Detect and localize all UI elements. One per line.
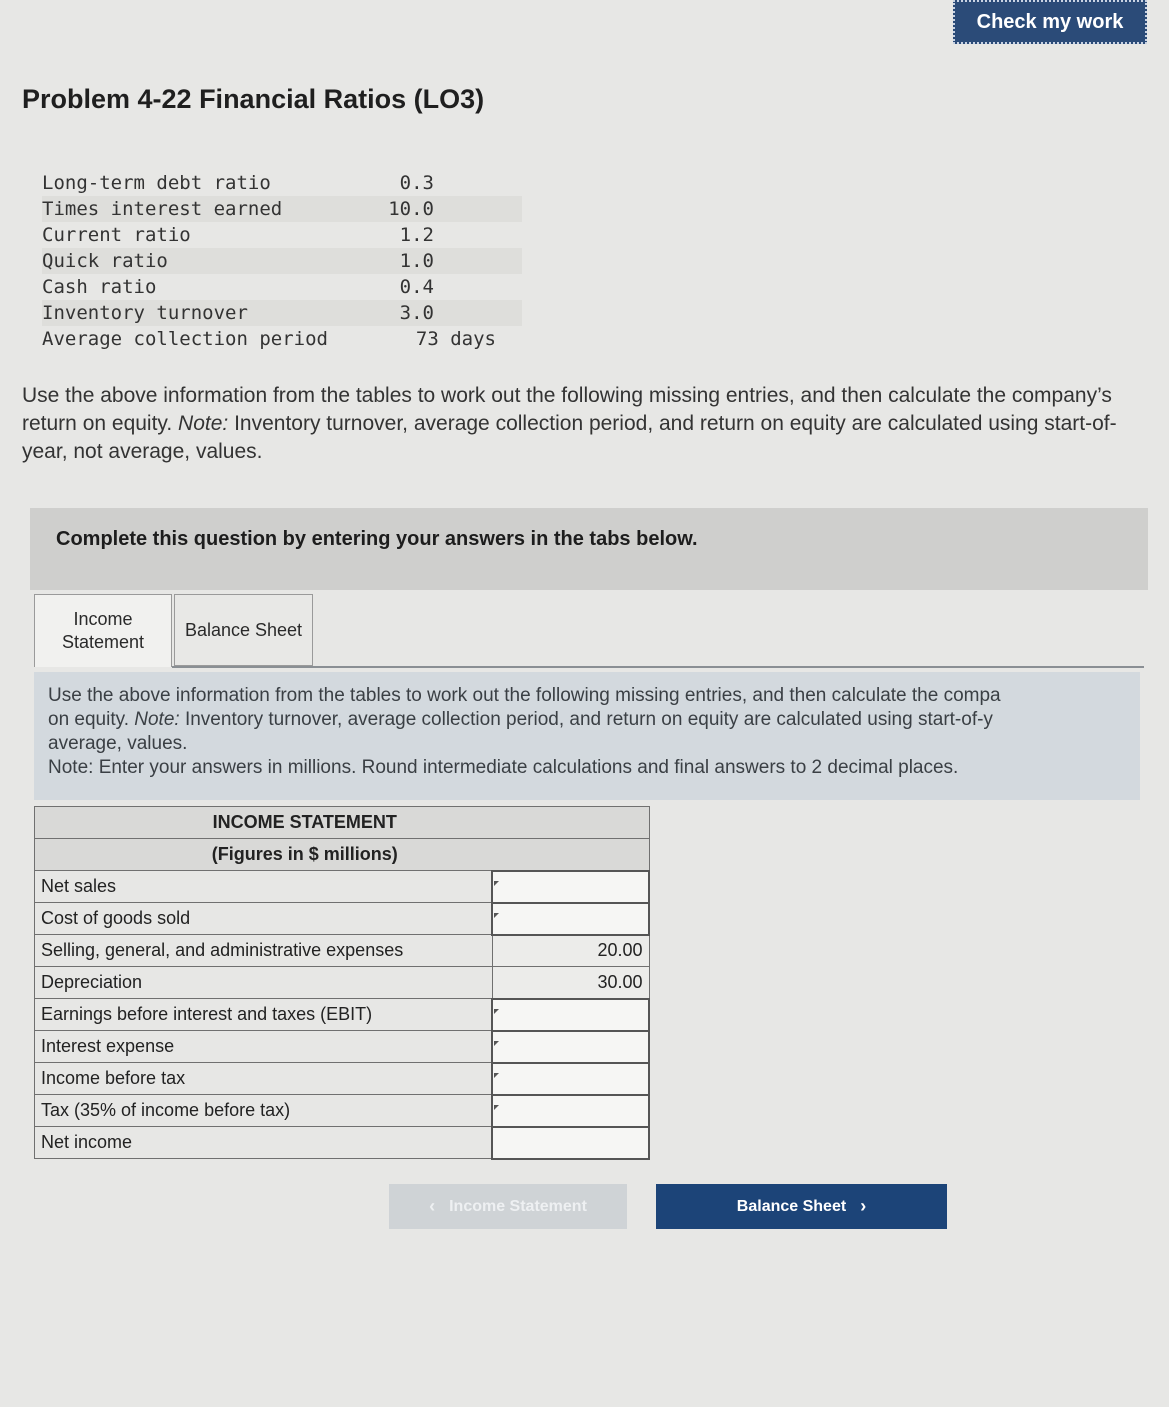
ratio-value: 0.3 [399,172,434,194]
tab-balance-label: Balance Sheet [184,619,303,640]
ratio-label: Long-term debt ratio [42,172,271,194]
ratio-label: Current ratio [42,224,191,246]
instruction-text: on equity. [48,709,135,730]
row-label: Earnings before interest and taxes (EBIT) [35,999,493,1031]
sga-value: 20.00 [492,935,649,967]
net-sales-input[interactable] [492,871,649,903]
table-row [35,1031,650,1063]
instruction-line: average, values. [48,733,188,754]
chevron-left-icon: ‹ [429,1196,436,1216]
ratio-value: 1.2 [399,224,434,246]
intro-sentence: Use the above information from the tables to work out the following missing entries, and then calculate the company’s return on equity. [22,384,1112,435]
instruction-banner: Complete this question by entering your answers in the tabs below. [30,508,1148,590]
ratio-row [42,222,522,248]
ratio-row [42,170,522,196]
instruction-line: Use the above information from the tables to work out the following missing entries, and then calculate the compa [48,685,1001,706]
table-title: INCOME STATEMENT [35,807,650,839]
ratio-label: Cash ratio [42,276,157,298]
tab-divider [172,666,1144,668]
tab-income-statement[interactable] [34,594,172,667]
row-label: Selling, general, and administrative expenses [35,935,493,967]
table-row [35,1127,650,1159]
problem-title: Problem 4-22 Financial Ratios (LO3) [22,84,485,114]
tax-input[interactable] [492,1095,649,1127]
ratio-row [42,196,522,222]
intro-note-text: Inventory turnover, average collection period, and return on equity are calculated using start-of-year, not average, values. [22,412,1117,463]
table-row [35,1095,650,1127]
ratio-label: Times interest earned [42,198,283,220]
row-label: Income before tax [35,1063,493,1095]
interest-expense-input[interactable] [492,1031,649,1063]
table-subtitle: (Figures in $ millions) [35,839,650,871]
row-label: Depreciation [35,967,493,999]
table-row [35,935,650,967]
ratios-table [42,170,522,352]
cogs-input[interactable] [492,903,649,935]
ratio-label: Average collection period [42,328,328,350]
tab-balance-sheet[interactable] [174,594,313,666]
tab-instructions [34,672,1140,800]
row-label: Net sales [35,871,493,903]
ratio-value: 3.0 [399,302,434,324]
table-header-row [35,839,650,871]
table-row [35,1063,650,1095]
ratio-value: 0.4 [399,276,434,298]
ratio-row [42,274,522,300]
row-label: Tax (35% of income before tax) [35,1095,493,1127]
instruction-line: Note: Enter your answers in millions. Round intermediate calculations and final answers to 2 decimal places. [48,757,959,778]
instruction-note-label: Note: [134,709,180,730]
ratio-row [42,326,522,352]
instruction-line [48,708,1126,732]
chevron-right-icon: › [860,1196,867,1216]
income-before-tax-input[interactable] [492,1063,649,1095]
ratio-value: 1.0 [399,250,434,272]
ratio-label: Inventory turnover [42,302,248,324]
next-tab-button[interactable] [656,1184,947,1229]
table-row [35,903,650,935]
tab-label-line: Statement [61,632,145,652]
instruction-text: Inventory turnover, average collection period, and return on equity are calculated using start-of-y [179,709,993,730]
ratio-row [42,248,522,274]
table-row [35,967,650,999]
tab-income-label [62,608,144,654]
table-row [35,999,650,1031]
income-statement-table [34,806,650,1160]
ratio-value: 73 days [415,328,496,350]
tab-label-line: Income [73,609,133,629]
row-label: Cost of goods sold [35,903,493,935]
prev-tab-label: Income Statement [449,1197,587,1215]
row-label: Net income [35,1127,493,1159]
net-income-input[interactable] [492,1127,649,1159]
table-row [35,871,650,903]
ebit-input[interactable] [492,999,649,1031]
table-header-row [35,807,650,839]
ratio-row [42,300,522,326]
check-my-work-button[interactable]: Check my work [953,0,1147,44]
ratio-label: Quick ratio [42,250,168,272]
depreciation-value: 30.00 [492,967,649,999]
next-tab-label: Balance Sheet [736,1197,847,1215]
prev-tab-button[interactable] [389,1184,627,1229]
intro-note-label: Note: [178,412,229,435]
intro-text [22,382,1142,466]
row-label: Interest expense [35,1031,493,1063]
ratio-value: 10.0 [388,198,434,220]
